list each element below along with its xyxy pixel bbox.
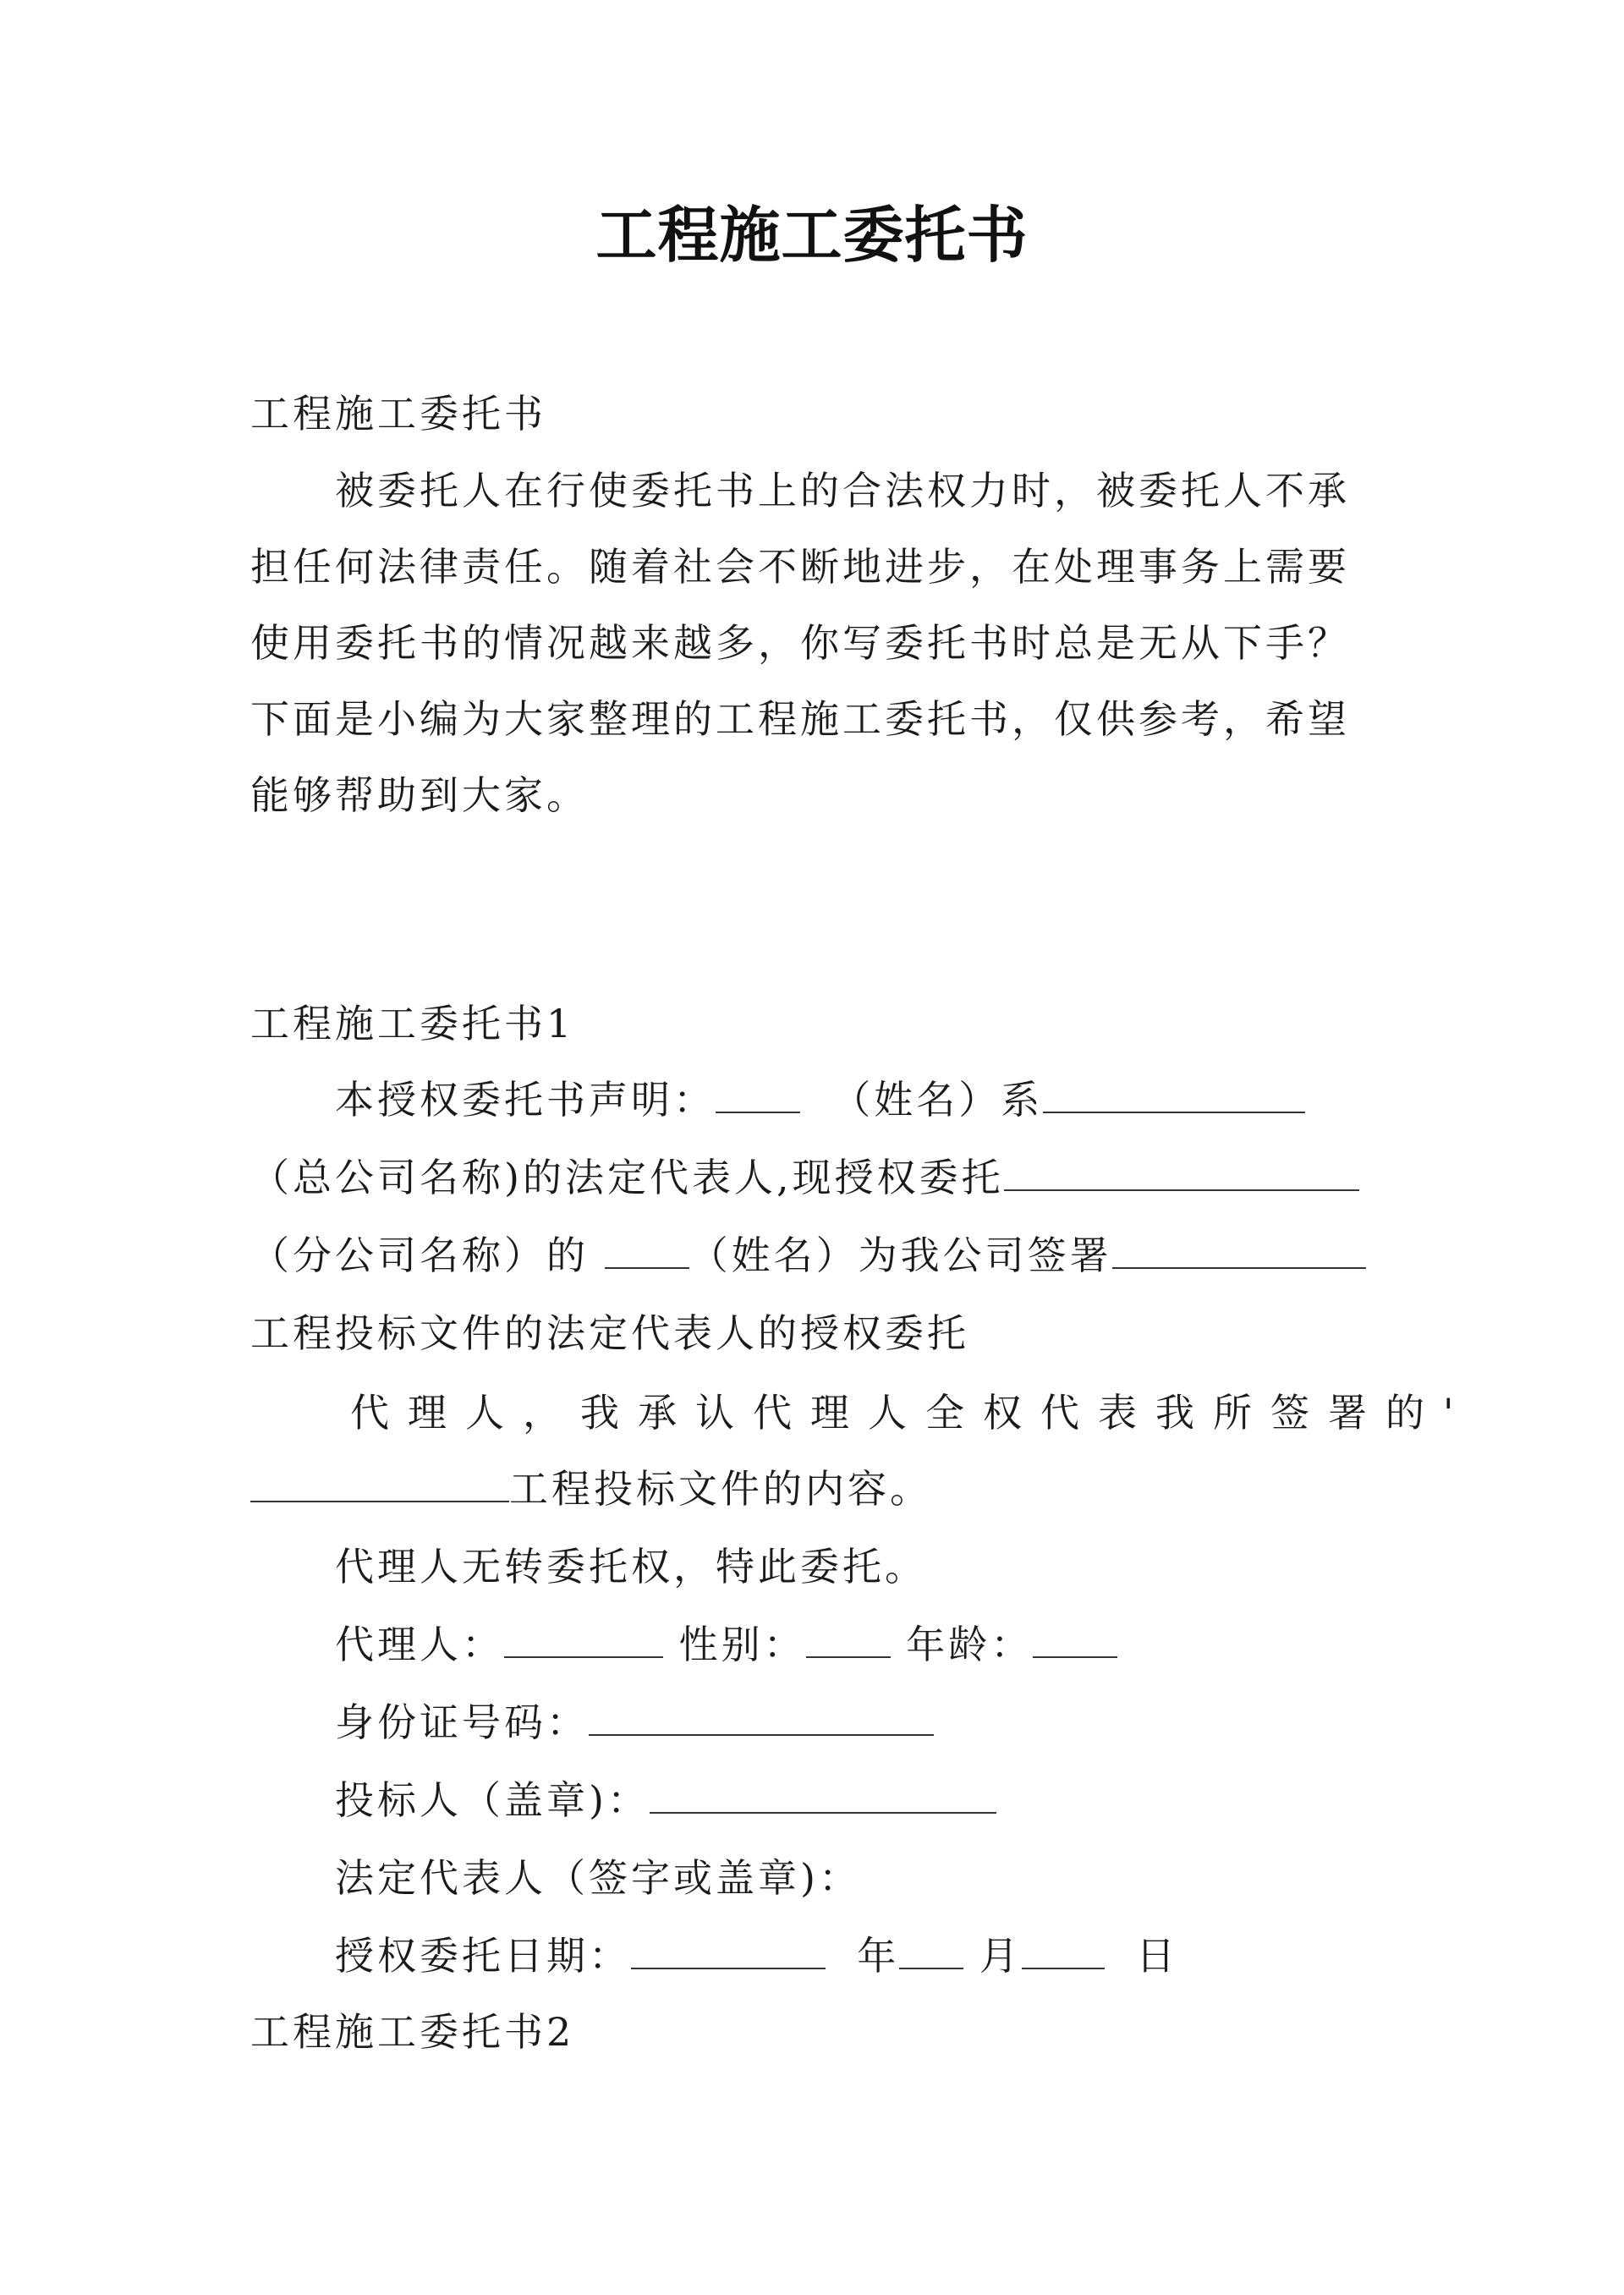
gender-label: 性别： bbox=[678, 1622, 806, 1667]
agent-statement-end-text: 工程投标文件的内容。 bbox=[509, 1466, 932, 1512]
intro-heading: 工程施工委托书 bbox=[250, 391, 546, 436]
age-label: 年龄： bbox=[906, 1622, 1034, 1667]
agent-statement-line-end bbox=[250, 1463, 1384, 1514]
declaration-line-1 bbox=[335, 1074, 1384, 1125]
agent-info-line bbox=[335, 1619, 1384, 1670]
year-label: 年 bbox=[857, 1933, 900, 1979]
intro-line-1: 被委托人在行使委托书上的合法权力时，被委托人不承 bbox=[335, 468, 1350, 513]
bidder-blank bbox=[650, 1778, 996, 1814]
id-number-blank bbox=[589, 1700, 934, 1736]
agent-statement-line: 代理人，我承认代理人全权代表我所签署的' bbox=[350, 1390, 1473, 1436]
legal-rep-line: 法定代表人（签字或盖章)： bbox=[335, 1855, 861, 1901]
gender-blank bbox=[806, 1622, 891, 1658]
id-number-label: 身份证号码： bbox=[335, 1699, 589, 1745]
date-blank bbox=[631, 1934, 826, 1969]
section1-heading: 工程施工委托书1 bbox=[250, 1001, 575, 1046]
delegate-blank bbox=[1004, 1156, 1359, 1191]
no-transfer-line: 代理人无转委托权，特此委托。 bbox=[335, 1544, 927, 1589]
intro-line-3: 使用委托书的情况越来越多，你写委托书时总是无从下手？ bbox=[250, 620, 1350, 666]
section2-heading: 工程施工委托书2 bbox=[250, 2009, 575, 2055]
agent-blank bbox=[504, 1622, 663, 1658]
date-line bbox=[335, 1930, 1384, 1981]
declaration-text-3: （总公司名称)的法定代表人,现授权委托 bbox=[250, 1155, 1004, 1200]
day-label: 日 bbox=[1136, 1933, 1179, 1979]
declaration-line-2 bbox=[250, 1152, 1384, 1203]
company-blank bbox=[1043, 1078, 1305, 1113]
date-label: 授权委托日期： bbox=[335, 1933, 631, 1979]
name-blank bbox=[716, 1078, 800, 1113]
age-blank bbox=[1033, 1622, 1117, 1658]
intro-line-5: 能够帮助到大家。 bbox=[250, 772, 589, 818]
declaration-line-3 bbox=[250, 1230, 1384, 1281]
declaration-text-2: （姓名）系 bbox=[831, 1077, 1044, 1123]
document-title: 工程施工委托书 bbox=[595, 200, 1029, 271]
agent-label: 代理人： bbox=[335, 1622, 504, 1667]
declaration-text-5: （姓名）为我公司签署 bbox=[689, 1233, 1112, 1278]
bidder-line bbox=[335, 1775, 1384, 1826]
month-blank bbox=[899, 1934, 963, 1969]
day-blank bbox=[1022, 1934, 1105, 1969]
intro-line-2: 担任何法律责任。随着社会不断地进步，在处理事务上需要 bbox=[250, 544, 1350, 590]
declaration-line-4: 工程投标文件的法定代表人的授权委托 bbox=[250, 1310, 969, 1356]
project-blank bbox=[1112, 1233, 1366, 1269]
id-number-line bbox=[335, 1697, 1384, 1748]
bidder-label: 投标人（盖章)： bbox=[335, 1777, 650, 1823]
declaration-text-4: （分公司名称）的 bbox=[250, 1233, 589, 1278]
branch-name-blank bbox=[605, 1233, 689, 1269]
intro-line-4: 下面是小编为大家整理的工程施工委托书，仅供参考，希望 bbox=[250, 696, 1350, 742]
project-name-blank bbox=[250, 1467, 509, 1502]
month-label: 月 bbox=[979, 1933, 1022, 1979]
declaration-text-1: 本授权委托书声明： bbox=[335, 1077, 716, 1123]
